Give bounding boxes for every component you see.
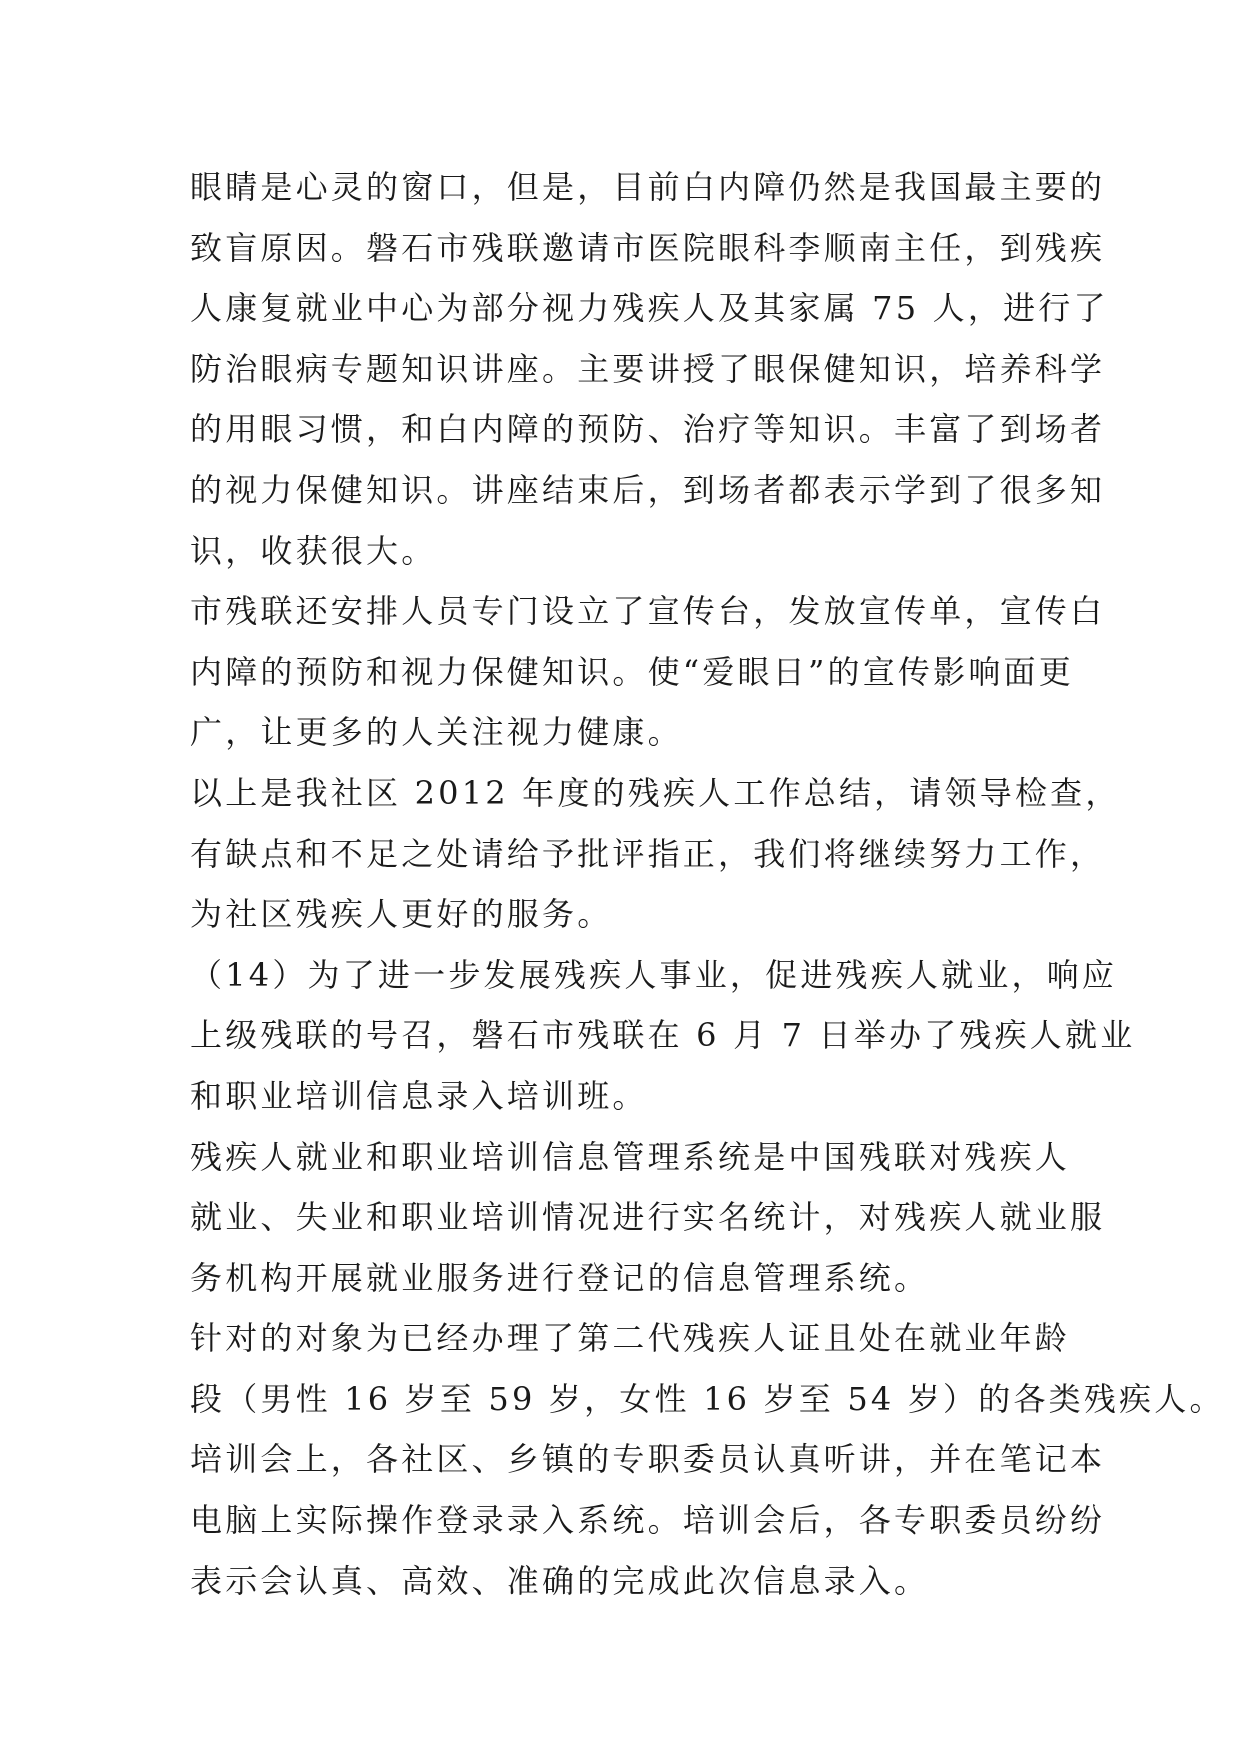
text-line: 就业、失业和职业培训情况进行实名统计，对残疾人就业服 — [190, 1198, 1106, 1237]
text-line: 致盲原因。磐石市残联邀请市医院眼科李顺南主任，到残疾 — [190, 228, 1106, 267]
text-line: 上级残联的号召，磐石市残联在 6 月 7 日举办了残疾人就业 — [190, 1016, 1136, 1055]
text-line: 人康复就业中心为部分视力残疾人及其家属 75 人，进行了 — [190, 289, 1109, 328]
body-text — [190, 157, 1225, 1611]
text-line: 电脑上实际操作登录录入系统。培训会后，各专职委员纷纷 — [190, 1501, 1106, 1540]
text-line: 有缺点和不足之处请给予批评指正，我们将继续努力工作， — [190, 834, 1106, 873]
text-line: 表示会认真、高效、准确的完成此次信息录入。 — [190, 1561, 930, 1600]
text-line: 为社区残疾人更好的服务。 — [190, 895, 613, 934]
text-line: 的视力保健知识。讲座结束后，到场者都表示学到了很多知 — [190, 470, 1106, 509]
text-line: 市残联还安排人员专门设立了宣传台，发放宣传单，宣传白 — [190, 592, 1106, 631]
text-line: 段（男性 16 岁至 59 岁，女性 16 岁至 54 岁）的各类残疾人。 — [190, 1379, 1225, 1418]
text-line: （14）为了进一步发展残疾人事业，促进残疾人就业，响应 — [190, 955, 1118, 994]
text-line: 培训会上，各社区、乡镇的专职委员认真听讲，并在笔记本 — [190, 1440, 1106, 1479]
text-line: 广，让更多的人关注视力健康。 — [190, 713, 683, 752]
text-line: 的用眼习惯，和白内障的预防、治疗等知识。丰富了到场者 — [190, 410, 1106, 449]
text-line: 务机构开展就业服务进行登记的信息管理系统。 — [190, 1258, 930, 1297]
text-line: 针对的对象为已经办理了第二代残疾人证且处在就业年龄 — [190, 1319, 1071, 1358]
text-line: 残疾人就业和职业培训信息管理系统是中国残联对残疾人 — [190, 1137, 1071, 1176]
text-line: 防治眼病专题知识讲座。主要讲授了眼保健知识，培养科学 — [190, 349, 1106, 388]
text-line: 眼睛是心灵的窗口，但是，目前白内障仍然是我国最主要的 — [190, 168, 1106, 206]
text-line: 以上是我社区 2012 年度的残疾人工作总结，请领导检查， — [190, 773, 1121, 812]
text-line: 识，收获很大。 — [190, 531, 437, 570]
text-line: 内障的预防和视力保健知识。使“爱眼日”的宣传影响面更 — [190, 652, 1074, 691]
text-line: 和职业培训信息录入培训班。 — [190, 1076, 648, 1115]
